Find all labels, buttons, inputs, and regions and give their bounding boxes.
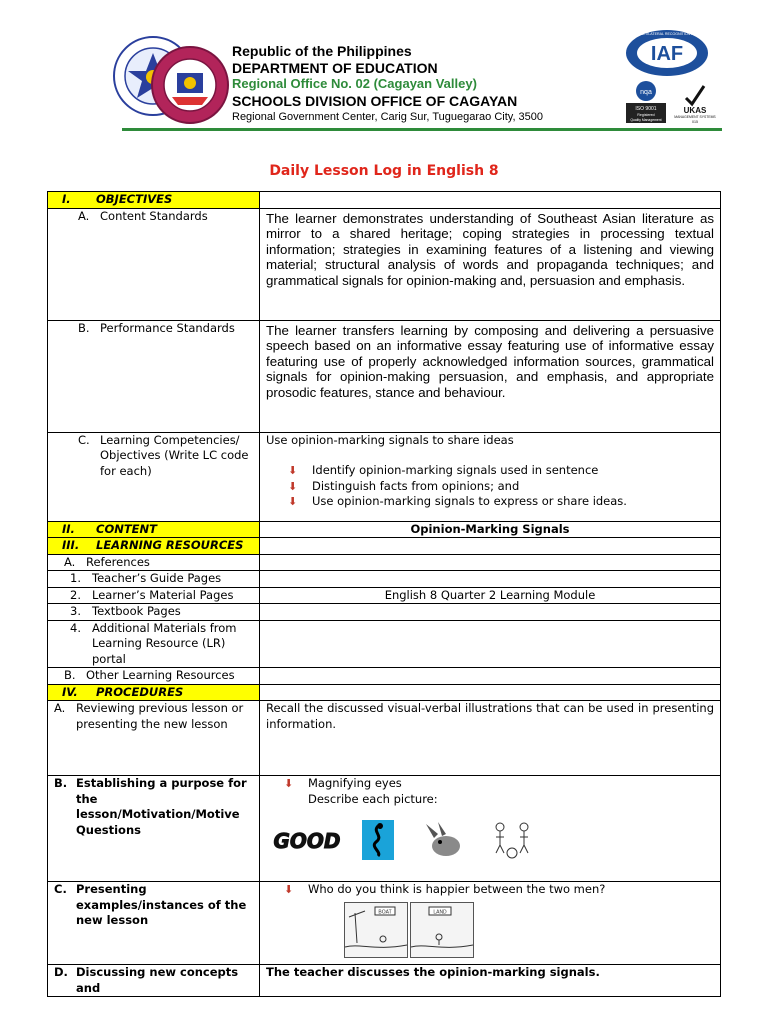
row-label: Presenting examples/instances of the new lesson <box>76 882 247 927</box>
arrow-bullet-icon: ⬇ <box>284 883 294 896</box>
iaf-logo-icon <box>615 28 719 78</box>
row-label: Reviewing previous lesson or presenting the new lesson <box>76 701 244 731</box>
section-heading: PROCEDURES <box>96 684 184 699</box>
picture-row <box>273 819 714 861</box>
ukas-label: UKAS <box>683 106 707 115</box>
row-letter: B. <box>78 320 90 335</box>
boat-cartoon-image <box>344 902 408 958</box>
procedure-row-a <box>48 701 721 776</box>
competencies-intro: Use opinion-marking signals to share ideas <box>266 432 514 447</box>
procedures-heading-row <box>48 684 721 701</box>
list-item: ⬇ Identify opinion-marking signals used in sentence <box>288 463 599 477</box>
ukas-sub: MANAGEMENT SYSTEMS <box>674 115 716 119</box>
cartoon-panels <box>344 902 714 958</box>
list-item: ⬇ Use opinion-marking signals to express or share ideas. <box>288 494 627 508</box>
arrow-bullet-icon: ⬇ <box>288 464 298 477</box>
letterhead <box>0 0 768 150</box>
section-num: II. <box>62 521 75 536</box>
procedure-d-text: The teacher discusses the opinion-marking signals. <box>260 965 721 997</box>
regional-office-text: Regional Office No. 02 (Cagayan Valley) <box>232 76 477 91</box>
section-heading: CONTENT <box>96 521 158 536</box>
row-label: Content Standards <box>100 208 208 223</box>
list-item: ⬇ Distinguish facts from opinions; and <box>288 478 520 493</box>
resource-row: 4. Additional Materials from Learning Resource (LR) portal <box>48 620 721 668</box>
section-num: I. <box>62 192 71 206</box>
list-item: ⬇ Who do you think is happier between the two men? <box>284 882 606 896</box>
arrow-bullet-icon: ⬇ <box>284 777 294 790</box>
address-text: Regional Government Center, Carig Sur, Tuguegarao City, 3500 <box>232 111 544 123</box>
division-text: SCHOOLS DIVISION OFFICE OF CAGAYAN <box>232 92 518 109</box>
row-label: Textbook Pages <box>92 604 181 618</box>
row-letter: D. <box>54 965 68 979</box>
other-resources-row <box>48 668 721 685</box>
row-label: Additional Materials from Learning Resource (LR) portal <box>92 620 237 666</box>
arrow-bullet-icon: ⬇ <box>288 479 298 493</box>
row-label: Establishing a purpose for the lesson/Motivation/Motive Questions <box>76 776 247 837</box>
iso-sub2: Quality Management <box>630 118 662 122</box>
dragon-picture-image <box>362 820 394 860</box>
rabbit-picture-image <box>420 820 464 860</box>
content-row <box>48 521 721 538</box>
row-letter: C. <box>54 882 67 896</box>
republic-text: Republic of the Philippines <box>232 43 412 59</box>
section-num: III. <box>62 538 80 552</box>
division-seal-icon <box>150 45 230 125</box>
row-label: Other Learning Resources <box>86 668 235 682</box>
resource-value <box>260 571 721 588</box>
arrow-bullet-icon: ⬇ <box>288 495 298 508</box>
iaf-ring-text: MEMBER OF MULTILATERAL RECOGNITION ARRANGEMENT <box>615 32 719 36</box>
row-label: References <box>86 554 150 569</box>
lesson-log-table <box>47 191 721 997</box>
ukas-badge-icon <box>672 80 718 124</box>
ukas-num: 015 <box>692 120 698 124</box>
resource-row: 2. Learner’s Material Pages English 8 Quarter 2 Learning Module <box>48 587 721 604</box>
row-letter: A. <box>64 554 76 569</box>
procedure-row-d <box>48 965 721 997</box>
row-label: Learner’s Material Pages <box>92 587 234 602</box>
iso-sub1: Registered <box>637 113 655 117</box>
row-label: Discussing new concepts and <box>76 965 239 995</box>
row-letter: A. <box>54 701 66 715</box>
instruction-text: Describe each picture: <box>308 791 438 806</box>
row-letter: B. <box>64 668 76 682</box>
resource-row: 1. Teacher’s Guide Pages <box>48 571 721 588</box>
row-label: Teacher’s Guide Pages <box>92 571 222 585</box>
land-sign: LAND <box>433 909 447 915</box>
section-heading: LEARNING RESOURCES <box>96 538 244 552</box>
row-letter: B. <box>54 776 68 790</box>
content-standards-text: The learner demonstrates understanding of Southeast Asian literature as mirror to a shared heritage; coping strategies in processing textual information; strategies in examining features of a listening and viewing material; structural analysis of words and propaganda techniques; and grammatical signals for opinion-making and, persuasion and emphasis. <box>260 208 721 320</box>
row-label: Performance Standards <box>100 320 235 335</box>
procedure-a-text: Recall the discussed visual-verbal illustrations that can be used in presenting information. <box>260 701 721 776</box>
resource-row: 3. Textbook Pages <box>48 604 721 621</box>
boat-sign: BOAT <box>378 909 392 915</box>
objectives-heading-row <box>48 192 721 209</box>
header-divider <box>122 128 722 131</box>
section-num: IV. <box>62 684 78 699</box>
iaf-label: IAF <box>650 43 684 65</box>
references-row <box>48 554 721 571</box>
row-label: Learning Competencies/ Objectives (Write LC code for each) <box>100 432 249 478</box>
resource-value: English 8 Quarter 2 Learning Module <box>260 587 721 604</box>
resource-value <box>260 604 721 621</box>
row-letter: C. <box>78 432 90 447</box>
procedure-row-b <box>48 776 721 882</box>
land-cartoon-image <box>410 902 474 958</box>
procedure-row-c <box>48 882 721 965</box>
section-heading: OBJECTIVES <box>96 192 173 206</box>
resources-heading-row <box>48 538 721 555</box>
content-standards-row <box>48 208 721 320</box>
nqa-label: nqa <box>640 89 652 96</box>
iso-label: ISO 9001 <box>635 106 657 112</box>
two-men-sketch-image <box>490 819 534 861</box>
good-lettering-image <box>273 823 341 857</box>
list-item: ⬇ Magnifying eyes <box>284 776 402 790</box>
department-text: DEPARTMENT OF EDUCATION <box>232 59 438 76</box>
iso-badge-icon <box>624 80 668 124</box>
row-letter: A. <box>78 208 90 223</box>
competencies-row <box>48 432 721 521</box>
resource-value <box>260 620 721 668</box>
performance-standards-text: The learner transfers learning by composing and delivering a persuasive speech based on an informative essay featuring use of informative essay featuring use of properly acknowledged information sources, grammatical signals for opinion-making persuasion, and emphasis, and appropriate prosodic features, stance and behaviour. <box>260 320 721 432</box>
performance-standards-row <box>48 320 721 432</box>
page-title: Daily Lesson Log in English 8 <box>269 163 499 179</box>
content-text: Opinion-Marking Signals <box>260 521 721 538</box>
svg-text:GOOD: GOOD <box>273 829 341 853</box>
